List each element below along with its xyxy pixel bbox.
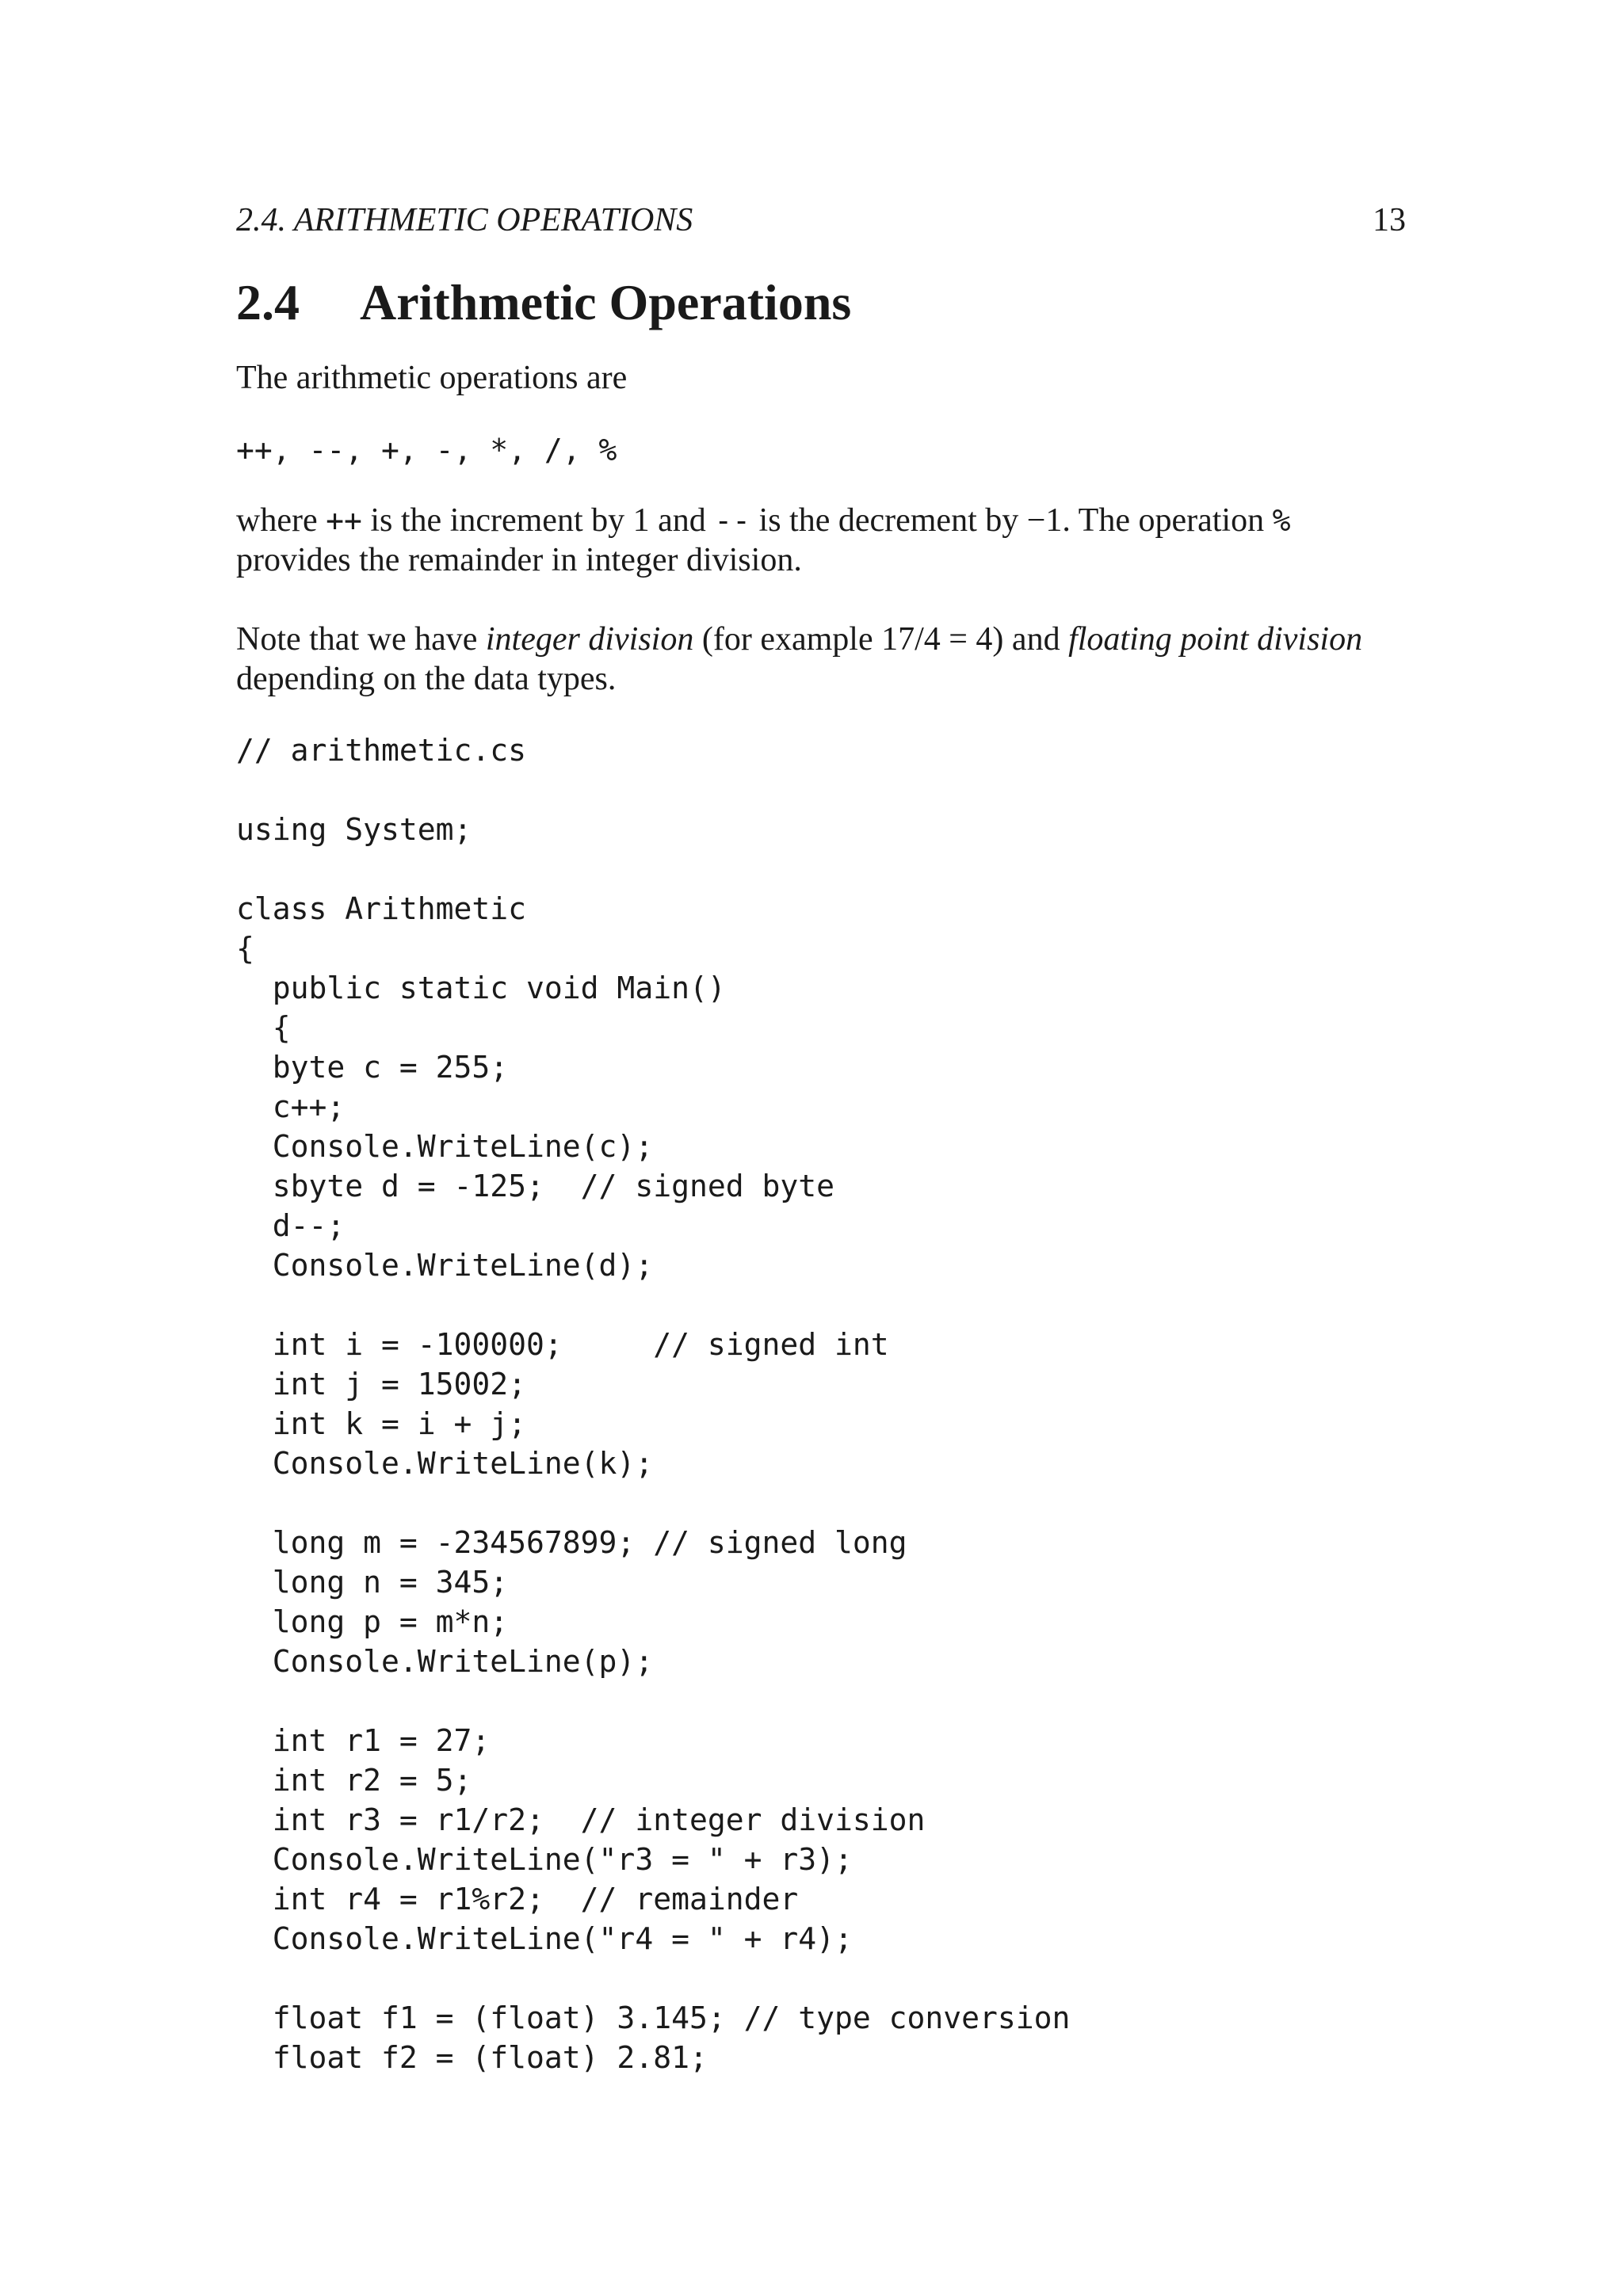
code-line: long p = m*n; [236,1604,509,1639]
code-line: using System; [236,812,472,847]
code-line: Console.WriteLine(c); [236,1129,654,1164]
emphasis-floating-point-division: floating point division [1068,621,1363,658]
code-line [236,849,1070,889]
text: depending on the data types. [236,661,617,697]
decrement-operator: -- [714,503,751,538]
code-line [236,1958,1070,1998]
increment-paragraph [236,501,1406,580]
section-heading [236,271,851,334]
running-header [236,198,1406,242]
code-line: int r1 = 27; [236,1723,491,1758]
section-number: 2.4 [236,274,300,330]
code-line: float f2 = (float) 2.81; [236,2040,708,2075]
division-paragraph [236,620,1406,699]
text: Note that we have [236,621,486,658]
code-line [236,770,1070,810]
code-line: c++; [236,1089,346,1124]
code-line [236,1285,1070,1325]
code-line: // arithmetic.cs [236,733,527,768]
code-line: public static void Main() [236,971,726,1005]
emphasis-integer-division: integer division [485,621,694,658]
code-line: d--; [236,1208,346,1243]
code-line: long n = 345; [236,1565,509,1600]
code-line: { [236,931,254,966]
increment-operator: ++ [326,503,362,538]
text: is the decrement by −1. The operation [750,502,1273,539]
code-line: float f1 = (float) 3.145; // type conversion [236,2000,1071,2035]
code-line: int r3 = r1/r2; // integer division [236,1802,926,1837]
section-title: Arithmetic Operations [360,274,852,330]
code-line: Console.WriteLine(k); [236,1446,654,1481]
running-title: 2.4. ARITHMETIC OPERATIONS [236,202,693,238]
code-line: int k = i + j; [236,1406,527,1441]
code-line: Console.WriteLine(p); [236,1644,654,1679]
modulo-operator: % [1272,503,1291,538]
code-line: Console.WriteLine("r4 = " + r4); [236,1921,853,1956]
text: is the increment by 1 and [361,502,715,539]
code-listing [236,730,1070,2077]
code-line: { [236,1010,291,1045]
code-line: int j = 15002; [236,1367,527,1402]
code-line: int r2 = 5; [236,1763,472,1798]
text: (for example 17/4 = 4) and [693,621,1069,658]
code-line: class Arithmetic [236,891,527,926]
code-line: int i = -100000; // signed int [236,1327,889,1362]
text: where [236,502,327,539]
code-line: Console.WriteLine(d); [236,1248,654,1283]
intro-paragraph: The arithmetic operations are [236,360,628,396]
code-line [236,1681,1070,1721]
page-number: 13 [1373,202,1406,238]
code-line: sbyte d = -125; // signed byte [236,1169,834,1203]
operators-list: ++, --, +, -, *, /, % [236,433,617,467]
code-line: Console.WriteLine("r3 = " + r3); [236,1842,853,1877]
code-line: int r4 = r1%r2; // remainder [236,1882,799,1917]
text: provides the remainder in integer division. [236,542,802,578]
code-line [236,1483,1070,1523]
code-line: byte c = 255; [236,1050,509,1085]
code-line: long m = -234567899; // signed long [236,1525,907,1560]
